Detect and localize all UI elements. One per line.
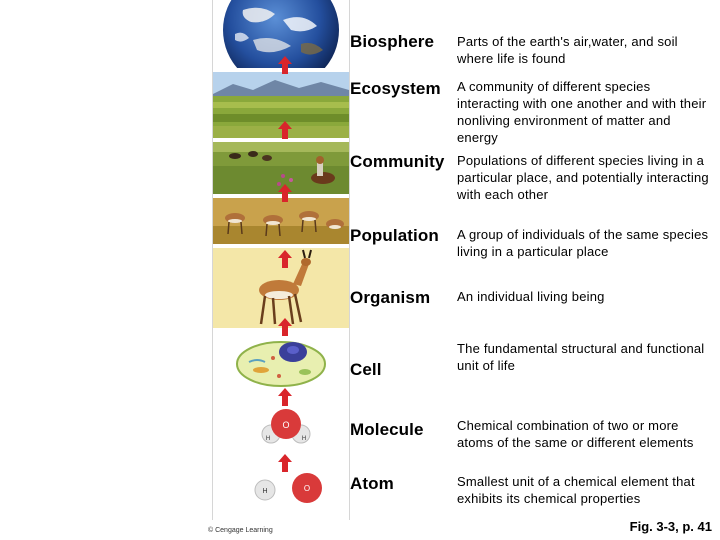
molecule-hydrogen-symbol-left: H <box>265 436 271 442</box>
term-molecule: Molecule <box>350 420 424 439</box>
description-atom: Smallest unit of a chemical element that exhibits its chemical properties <box>457 474 695 506</box>
up-arrow-icon <box>278 56 292 74</box>
up-arrow-icon <box>278 184 292 202</box>
molecule-oxygen-symbol: O <box>282 420 290 430</box>
term-cell: Cell <box>350 360 382 379</box>
atom-oxygen-symbol: O <box>303 484 311 493</box>
copyright-credit: © Cengage Learning <box>208 527 273 534</box>
level-image-strip <box>212 0 350 520</box>
term-ecosystem: Ecosystem <box>350 79 441 98</box>
figure-reference: Fig. 3-3, p. 41 <box>629 519 712 534</box>
up-arrow-icon <box>278 121 292 139</box>
up-arrow-icon <box>278 388 292 406</box>
molecule-image <box>213 404 349 450</box>
population-image <box>213 198 349 244</box>
term-community: Community <box>350 152 445 171</box>
description-cell: The fundamental structural and functional unit of life <box>457 341 705 373</box>
term-biosphere: Biosphere <box>350 32 435 51</box>
description-population: A group of individuals of the same species living in a particular place <box>457 227 709 259</box>
term-atom: Atom <box>350 474 394 493</box>
description-ecosystem: A community of different species interacting with one another and with their nonliving environment of matter and energy <box>457 79 707 145</box>
description-molecule: Chemical combination of two or more atoms of the same or different elements <box>457 418 694 450</box>
atom-image <box>213 466 349 514</box>
cell-image <box>213 332 349 392</box>
up-arrow-icon <box>278 454 292 472</box>
description-community: Populations of different species living in a particular place, and potentially interacting with each other <box>457 153 709 202</box>
up-arrow-icon <box>278 250 292 268</box>
description-biosphere: Parts of the earth's air,water, and soil where life is found <box>457 34 678 66</box>
term-population: Population <box>350 226 439 245</box>
atom-hydrogen-symbol: H <box>262 488 268 495</box>
description-organism: An individual living being <box>457 289 605 304</box>
term-organism: Organism <box>350 288 431 307</box>
up-arrow-icon <box>278 318 292 336</box>
molecule-hydrogen-symbol-right: H <box>301 436 307 442</box>
